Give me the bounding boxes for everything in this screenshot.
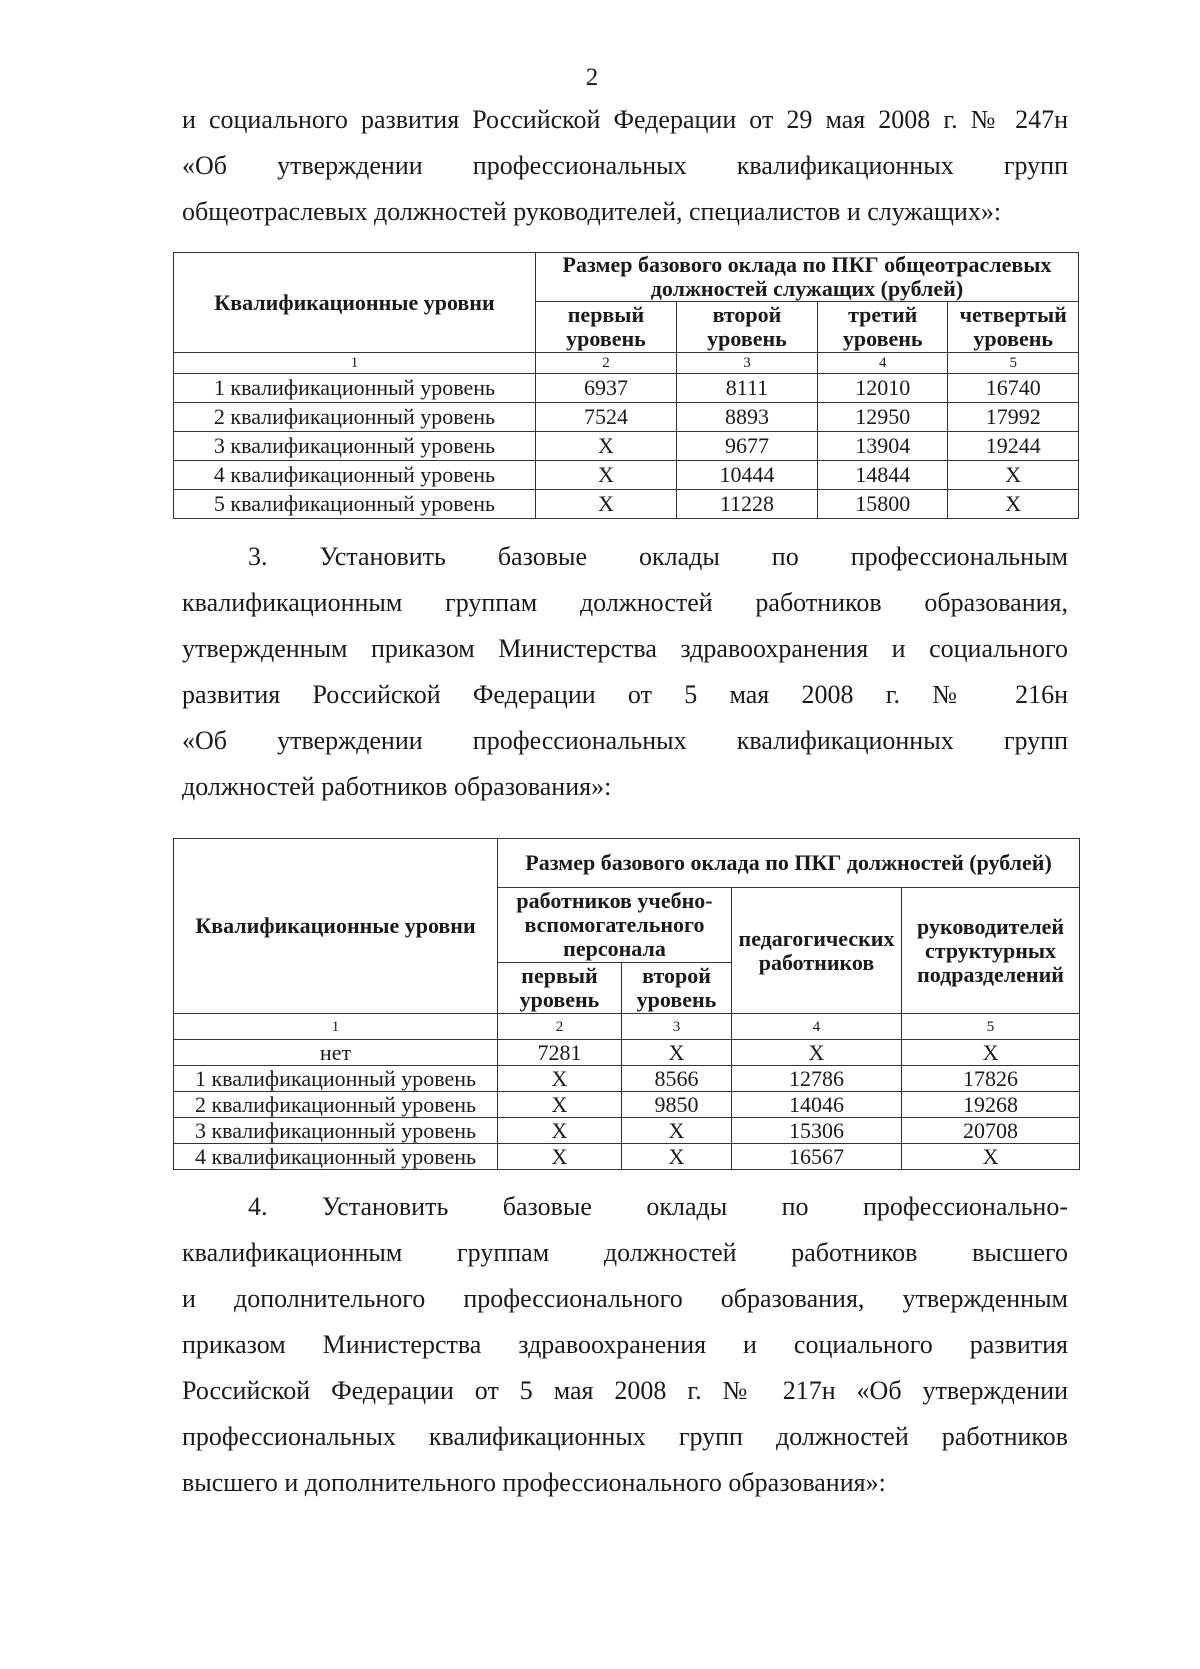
table-cell: 8893 <box>676 403 817 432</box>
table1-subheader: четвертый уровень <box>948 302 1079 353</box>
table1-col-number: 2 <box>535 353 676 374</box>
table-cell: нет <box>174 1040 498 1066</box>
table-cell: 13904 <box>817 432 947 461</box>
table-cell: Х <box>498 1092 622 1118</box>
table-cell: 9850 <box>622 1092 732 1118</box>
table2-subheader: второй уровень <box>622 963 732 1014</box>
paragraph-3-line: «Об утверждении профессиональных квалификационных групп <box>182 726 1068 755</box>
table-row <box>174 1118 1080 1144</box>
table-cell: Х <box>622 1118 732 1144</box>
table2-col-number: 5 <box>902 1014 1080 1040</box>
table-cell: Х <box>498 1066 622 1092</box>
table1-subheader: третий уровень <box>817 302 947 353</box>
table-row <box>174 1040 1080 1066</box>
table-cell: 7524 <box>535 403 676 432</box>
table-cell: Х <box>948 490 1079 519</box>
table2-header-support-staff: работников учебно-вспомогательного персонала <box>498 888 732 963</box>
table1-subheader: первый уровень <box>535 302 676 353</box>
table-row <box>174 374 1079 403</box>
table-cell: 16567 <box>732 1144 902 1170</box>
table-cell: 15306 <box>732 1118 902 1144</box>
table1-header-group: Размер базового оклада по ПКГ общеотраслевых должностей служащих (рублей) <box>535 253 1078 302</box>
table2-col-number: 4 <box>732 1014 902 1040</box>
paragraph-4-line: высшего и дополнительного профессионального образования»: <box>182 1468 886 1497</box>
table-cell: 5 квалификационный уровень <box>174 490 536 519</box>
table2-header-group: Размер базового оклада по ПКГ должностей (рублей) <box>498 839 1080 888</box>
table-cell: 7281 <box>498 1040 622 1066</box>
paragraph-3 <box>182 534 1068 810</box>
table1-col-number: 1 <box>174 353 536 374</box>
paragraph-3-line: 3. Установить базовые оклады по профессиональным <box>248 542 1068 571</box>
paragraph-3-line: развития Российской Федерации от 5 мая 2008 г. № 216н <box>182 680 1068 709</box>
table2-col-number: 3 <box>622 1014 732 1040</box>
table-cell: Х <box>535 461 676 490</box>
table-cell: 8566 <box>622 1066 732 1092</box>
table-row <box>174 432 1079 461</box>
table-cell: 1 квалификационный уровень <box>174 374 536 403</box>
table-cell: 14844 <box>817 461 947 490</box>
paragraph-4-line: и дополнительного профессионального образования, утвержденным <box>182 1284 1068 1313</box>
page-number: 2 <box>585 64 599 91</box>
table1-subheader: второй уровень <box>676 302 817 353</box>
table-cell: 4 квалификационный уровень <box>174 1144 498 1170</box>
paragraph-4-line: 4. Установить базовые оклады по профессионально- <box>248 1192 1068 1221</box>
table-cell: 8111 <box>676 374 817 403</box>
table-cell: Х <box>535 432 676 461</box>
table-cell: Х <box>948 461 1079 490</box>
table-cell: 11228 <box>676 490 817 519</box>
table-cell: 15800 <box>817 490 947 519</box>
table2-col-number: 1 <box>174 1014 498 1040</box>
table-cell: 9677 <box>676 432 817 461</box>
table2-header-unit-heads: руководителей структурных подразделений <box>902 888 1080 1014</box>
table-cell: 19268 <box>902 1092 1080 1118</box>
salary-table-education-workers <box>173 838 1080 1170</box>
paragraph-4-line: приказом Министерства здравоохранения и социального развития <box>182 1330 1068 1359</box>
table-cell: 17826 <box>902 1066 1080 1092</box>
table1-col-number: 4 <box>817 353 947 374</box>
table-cell: 1 квалификационный уровень <box>174 1066 498 1092</box>
table-cell: Х <box>902 1040 1080 1066</box>
table-cell: 12786 <box>732 1066 902 1092</box>
table-cell: 12010 <box>817 374 947 403</box>
table-cell: 17992 <box>948 403 1079 432</box>
table-cell: 2 квалификационный уровень <box>174 403 536 432</box>
table-cell: Х <box>732 1040 902 1066</box>
table-cell: Х <box>622 1144 732 1170</box>
paragraph-3-line: утвержденным приказом Министерства здравоохранения и социального <box>182 634 1068 663</box>
table1-col-number: 3 <box>676 353 817 374</box>
table-row <box>174 490 1079 519</box>
paragraph-4-line: профессиональных квалификационных групп должностей работников <box>182 1422 1068 1451</box>
intro-line: «Об утверждении профессиональных квалификационных групп <box>182 151 1068 180</box>
table1-header-levels: Квалификационные уровни <box>174 253 536 353</box>
table-cell: 3 квалификационный уровень <box>174 1118 498 1144</box>
table-cell: Х <box>902 1144 1080 1170</box>
table-cell: 2 квалификационный уровень <box>174 1092 498 1118</box>
table-cell: Х <box>535 490 676 519</box>
table-cell: 19244 <box>948 432 1079 461</box>
table-row <box>174 1092 1080 1118</box>
paragraph-3-line: должностей работников образования»: <box>182 772 612 801</box>
table-cell: 16740 <box>948 374 1079 403</box>
table-cell: 6937 <box>535 374 676 403</box>
table-cell: 3 квалификационный уровень <box>174 432 536 461</box>
table-cell: 12950 <box>817 403 947 432</box>
table-cell: Х <box>498 1144 622 1170</box>
table2-header-levels: Квалификационные уровни <box>174 839 498 1014</box>
paragraph-3-line: квалификационным группам должностей работников образования, <box>182 588 1068 617</box>
table2-subheader: первый уровень <box>498 963 622 1014</box>
table2-header-pedagogical: педагогических работников <box>732 888 902 1014</box>
table-cell: 10444 <box>676 461 817 490</box>
table-row <box>174 403 1079 432</box>
table-cell: Х <box>498 1118 622 1144</box>
table1-col-number: 5 <box>948 353 1079 374</box>
paragraph-4-line: Российской Федерации от 5 мая 2008 г. № 217н «Об утверждении <box>182 1376 1068 1405</box>
table-cell: 4 квалификационный уровень <box>174 461 536 490</box>
table-row <box>174 1066 1080 1092</box>
paragraph-4 <box>182 1184 1068 1506</box>
table-row <box>174 461 1079 490</box>
table-row <box>174 1144 1080 1170</box>
intro-paragraph <box>182 97 1068 235</box>
paragraph-4-line: квалификационным группам должностей работников высшего <box>182 1238 1068 1267</box>
intro-line: общеотраслевых должностей руководителей, специалистов и служащих»: <box>182 197 1002 226</box>
salary-table-general-employees <box>173 252 1079 519</box>
table2-col-number: 2 <box>498 1014 622 1040</box>
table-cell: 14046 <box>732 1092 902 1118</box>
intro-line: и социального развития Российской Федерации от 29 мая 2008 г. № 247н <box>182 105 1068 134</box>
table-cell: Х <box>622 1040 732 1066</box>
table-cell: 20708 <box>902 1118 1080 1144</box>
